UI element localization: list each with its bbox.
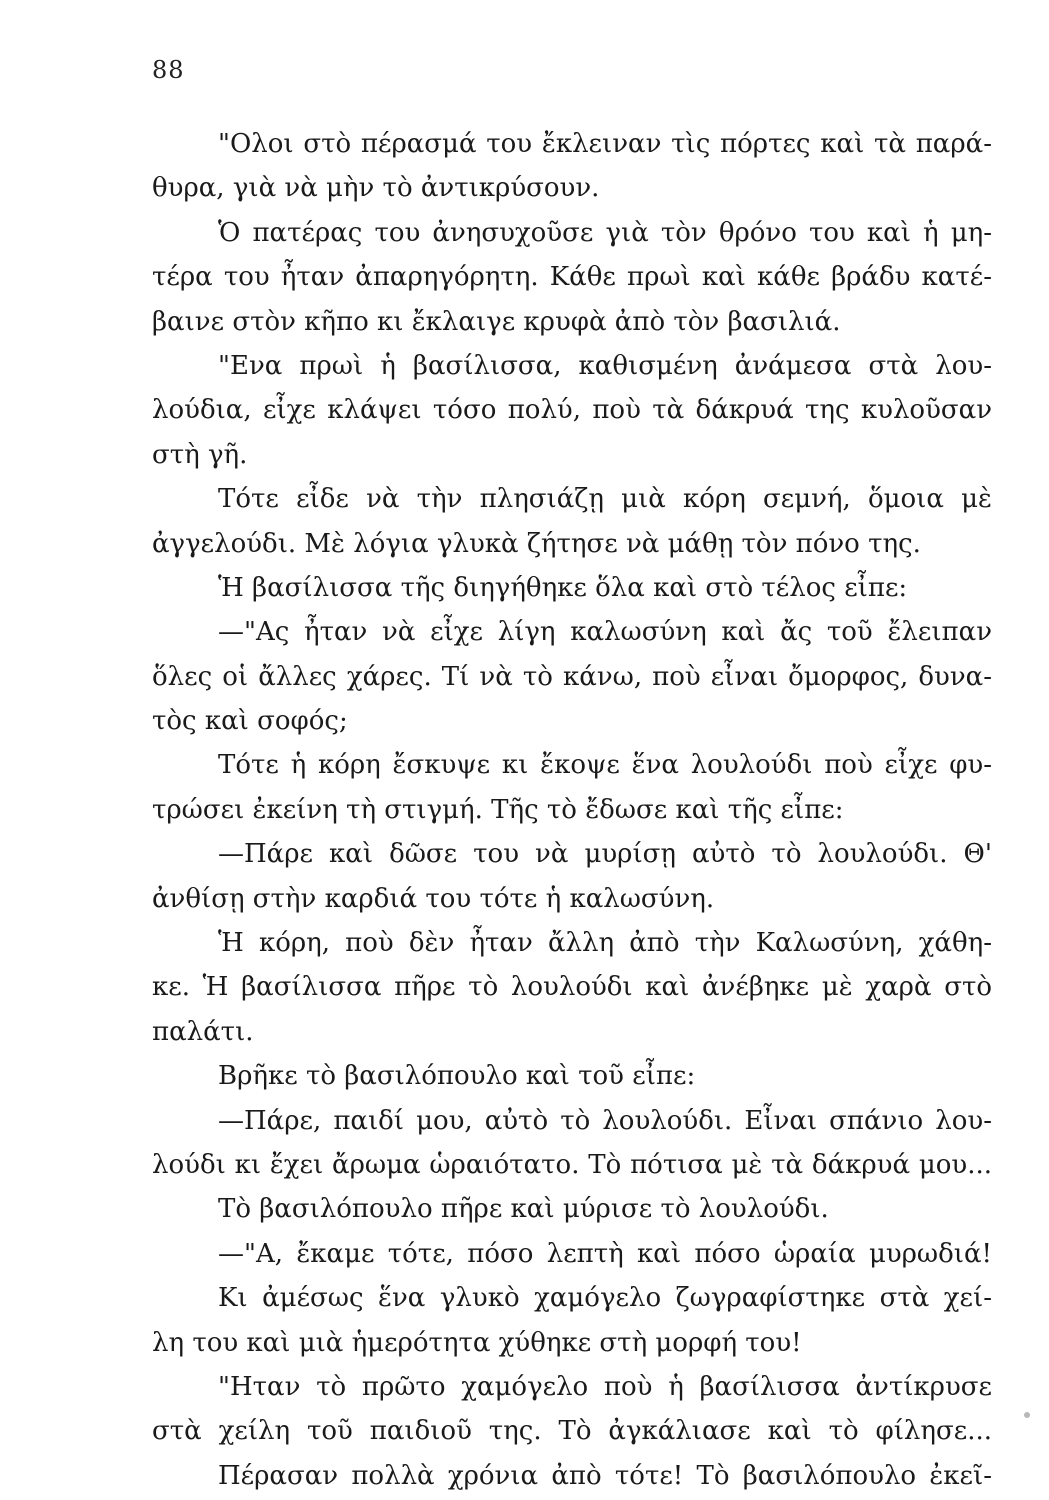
- text-line: —"Α, ἔκαμε τότε, πόσο λεπτὴ καὶ πόσο ὡραία μυρωδιά!: [218, 1238, 992, 1269]
- text-line: —Πάρε καὶ δῶσε του νὰ μυρίσῃ αὐτὸ τὸ λουλούδι. Θ': [218, 839, 992, 870]
- text-line: στὴ γῆ.: [152, 439, 248, 470]
- text-line: ὅλες οἱ ἄλλες χάρες. Τί νὰ τὸ κάνω, ποὺ εἶναι ὄμορφος, δυνα-: [152, 661, 992, 692]
- text-line: κε. Ἡ βασίλισσα πῆρε τὸ λουλούδι καὶ ἀνέβηκε μὲ χαρὰ στὸ: [152, 972, 992, 1003]
- text-line: τρώσει ἐκείνη τὴ στιγμή. Τῆς τὸ ἔδωσε καὶ τῆς εἶπε:: [152, 794, 844, 825]
- text-line: Πέρασαν πολλὰ χρόνια ἀπὸ τότε! Τὸ βασιλόπουλο ἐκεῖ-: [218, 1460, 992, 1491]
- text-line: ἀγγελούδι. Μὲ λόγια γλυκὰ ζήτησε νὰ μάθῃ τὸν πόνο της.: [152, 528, 921, 559]
- page-number: 88: [152, 56, 185, 84]
- text-line: Ἡ βασίλισσα τῆς διηγήθηκε ὅλα καὶ στὸ τέλος εἶπε:: [218, 572, 908, 603]
- text-line: λούδι κι ἔχει ἄρωμα ὡραιότατο. Τὸ πότισα μὲ τὰ δάκρυά μου...: [152, 1149, 992, 1180]
- text-line: Τότε εἶδε νὰ τὴν πλησιάζῃ μιὰ κόρη σεμνή, ὅμοια μὲ: [218, 484, 992, 515]
- text-line: —"Ας ἦταν νὰ εἶχε λίγη καλωσύνη καὶ ἄς τοῦ ἔλειπαν: [218, 617, 992, 648]
- body-text: [152, 122, 992, 1498]
- text-line: Κι ἀμέσως ἕνα γλυκὸ χαμόγελο ζωγραφίστηκε στὰ χεί-: [218, 1283, 992, 1314]
- text-line: Ὁ πατέρας του ἀνησυχοῦσε γιὰ τὸν θρόνο του καὶ ἡ μη-: [218, 217, 992, 248]
- text-line: "Ενα πρωὶ ἡ βασίλισσα, καθισμένη ἀνάμεσα στὰ λου-: [218, 350, 992, 381]
- text-line: βαινε στὸν κῆπο κι ἔκλαιγε κρυφὰ ἀπὸ τὸν βασιλιά.: [152, 306, 841, 337]
- text-line: λούδια, εἶχε κλάψει τόσο πολύ, ποὺ τὰ δάκρυά της κυλοῦσαν: [152, 395, 992, 426]
- text-line: τὸς καὶ σοφός;: [152, 706, 348, 737]
- text-line: τέρα του ἦταν ἀπαρηγόρητη. Κάθε πρωὶ καὶ κάθε βράδυ κατέ-: [152, 262, 992, 293]
- text-line: λη του καὶ μιὰ ἡμερότητα χύθηκε στὴ μορφή του!: [152, 1327, 802, 1358]
- text-line: "Ολοι στὸ πέρασμά του ἔκλειναν τὶς πόρτες καὶ τὰ παρά-: [218, 129, 992, 159]
- text-line: Ἡ κόρη, ποὺ δὲν ἦταν ἄλλη ἀπὸ τὴν Καλωσύνη, χάθη-: [218, 928, 992, 959]
- text-line: —Πάρε, παιδί μου, αὐτὸ τὸ λουλούδι. Εἶναι σπάνιο λου-: [218, 1105, 992, 1136]
- paper-speck: [1024, 1412, 1030, 1418]
- text-line: ἀνθίσῃ στὴν καρδιά του τότε ἡ καλωσύνη.: [152, 883, 715, 914]
- text-line: Τὸ βασιλόπουλο πῆρε καὶ μύρισε τὸ λουλούδι.: [218, 1194, 829, 1225]
- text-line: παλάτι.: [152, 1016, 254, 1047]
- text-line: Τότε ἡ κόρη ἔσκυψε κι ἔκοψε ἕνα λουλούδι ποὺ εἶχε φυ-: [218, 750, 992, 781]
- text-line: θυρα, γιὰ νὰ μὴν τὸ ἀντικρύσουν.: [152, 173, 600, 204]
- text-line: "Ηταν τὸ πρῶτο χαμόγελο ποὺ ἡ βασίλισσα ἀντίκρυσε: [218, 1371, 992, 1402]
- text-line: Βρῆκε τὸ βασιλόπουλο καὶ τοῦ εἶπε:: [218, 1061, 696, 1092]
- text-line: στὰ χείλη τοῦ παιδιοῦ της. Τὸ ἀγκάλιασε καὶ τὸ φίλησε...: [152, 1416, 992, 1447]
